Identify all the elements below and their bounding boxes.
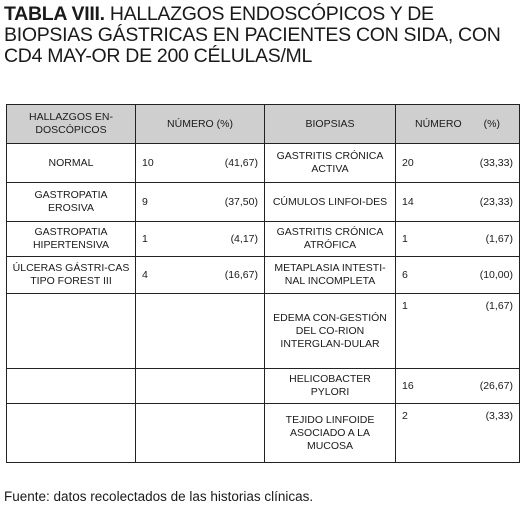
biopsia-number-cell: [396, 257, 520, 294]
hallazgo-number-cell: [136, 294, 265, 369]
header-biopsias: BIOPSIAS: [265, 105, 396, 144]
biopsia-cell: EDEMA CON-GESTIÓN DEL CO-RION INTERGLAN-DULAR: [265, 294, 396, 369]
header-numero-right: [396, 105, 520, 144]
biopsia-count: 6: [402, 268, 408, 281]
header-numero-right-pct: (%): [483, 117, 500, 130]
hallazgo-cell: GASTROPATIA EROSIVA: [7, 183, 136, 222]
header-hallazgos: HALLAZGOS EN-DOSCÓPICOS: [7, 105, 136, 144]
biopsia-count: 1: [402, 232, 408, 245]
table-caption: HALLAZGOS ENDOSCÓPICOS Y DE BIOPSIAS GÁSTRICAS EN PACIENTES CON SIDA, CON CD4 MAY-OR DE 200 CÉLULAS/ML: [4, 3, 501, 67]
biopsia-number-cell: [396, 144, 520, 183]
hallazgo-cell: GASTROPATIA HIPERTENSIVA: [7, 222, 136, 257]
biopsia-count: 14: [402, 195, 414, 208]
biopsia-cell: TEJIDO LINFOIDE ASOCIADO A LA MUCOSA: [265, 404, 396, 463]
hallazgo-count: 4: [142, 268, 148, 281]
header-numero-left: NÚMERO (%): [136, 105, 265, 144]
biopsia-percent: (10,00): [479, 268, 513, 281]
table-label: TABLA VIII.: [4, 3, 105, 25]
biopsia-count: 20: [402, 156, 414, 169]
biopsia-cell: HELICOBACTER PYLORI: [265, 369, 396, 404]
table-header-row: [7, 105, 520, 144]
table-row: [7, 222, 520, 257]
hallazgo-cell: [7, 294, 136, 369]
table-title: [4, 4, 526, 67]
biopsia-number-cell: [396, 183, 520, 222]
hallazgo-count: 10: [142, 156, 154, 169]
biopsia-cell: GASTRITIS CRÓNICA ACTIVA: [265, 144, 396, 183]
hallazgo-percent: (41,67): [224, 156, 258, 169]
biopsia-cell: METAPLASIA INTESTI-NAL INCOMPLETA: [265, 257, 396, 294]
biopsia-number-cell: [396, 222, 520, 257]
biopsia-percent: (33,33): [479, 156, 513, 169]
hallazgo-count: 9: [142, 195, 148, 208]
hallazgo-cell: [7, 369, 136, 404]
biopsia-cell: CÚMULOS LINFOI-DES: [265, 183, 396, 222]
biopsia-percent: (3,33): [485, 410, 513, 422]
hallazgo-number-cell: [136, 369, 265, 404]
hallazgo-cell: ÚLCERAS GÁSTRI-CAS TIPO FOREST III: [7, 257, 136, 294]
biopsia-percent: (1,67): [485, 232, 513, 245]
biopsia-count: 1: [402, 300, 408, 312]
biopsia-count: 16: [402, 379, 414, 392]
hallazgo-number-cell: [136, 183, 265, 222]
biopsia-number-cell: [396, 369, 520, 404]
biopsia-percent: (1,67): [485, 300, 513, 312]
hallazgo-count: 1: [142, 232, 148, 245]
biopsia-percent: (26,67): [479, 379, 513, 392]
hallazgo-percent: (4,17): [230, 232, 258, 245]
table-row: [7, 404, 520, 463]
source-note: Fuente: datos recolectados de las historias clínicas.: [4, 489, 314, 504]
biopsia-number-cell: [396, 404, 520, 463]
table-row: [7, 183, 520, 222]
findings-table: [6, 104, 520, 463]
hallazgo-number-cell: [136, 144, 265, 183]
table-row: [7, 369, 520, 404]
hallazgo-cell: NORMAL: [7, 144, 136, 183]
hallazgo-number-cell: [136, 222, 265, 257]
table-row: [7, 294, 520, 369]
hallazgo-number-cell: [136, 404, 265, 463]
biopsia-number-cell: [396, 294, 520, 369]
hallazgo-number-cell: [136, 257, 265, 294]
hallazgo-percent: (16,67): [224, 268, 258, 281]
header-numero-right-n: NÚMERO: [414, 117, 462, 130]
table-row: [7, 144, 520, 183]
hallazgo-percent: (37,50): [224, 195, 258, 208]
table-row: [7, 257, 520, 294]
biopsia-cell: GASTRITIS CRÓNICA ATRÓFICA: [265, 222, 396, 257]
hallazgo-cell: [7, 404, 136, 463]
biopsia-percent: (23,33): [479, 195, 513, 208]
biopsia-count: 2: [402, 410, 408, 422]
